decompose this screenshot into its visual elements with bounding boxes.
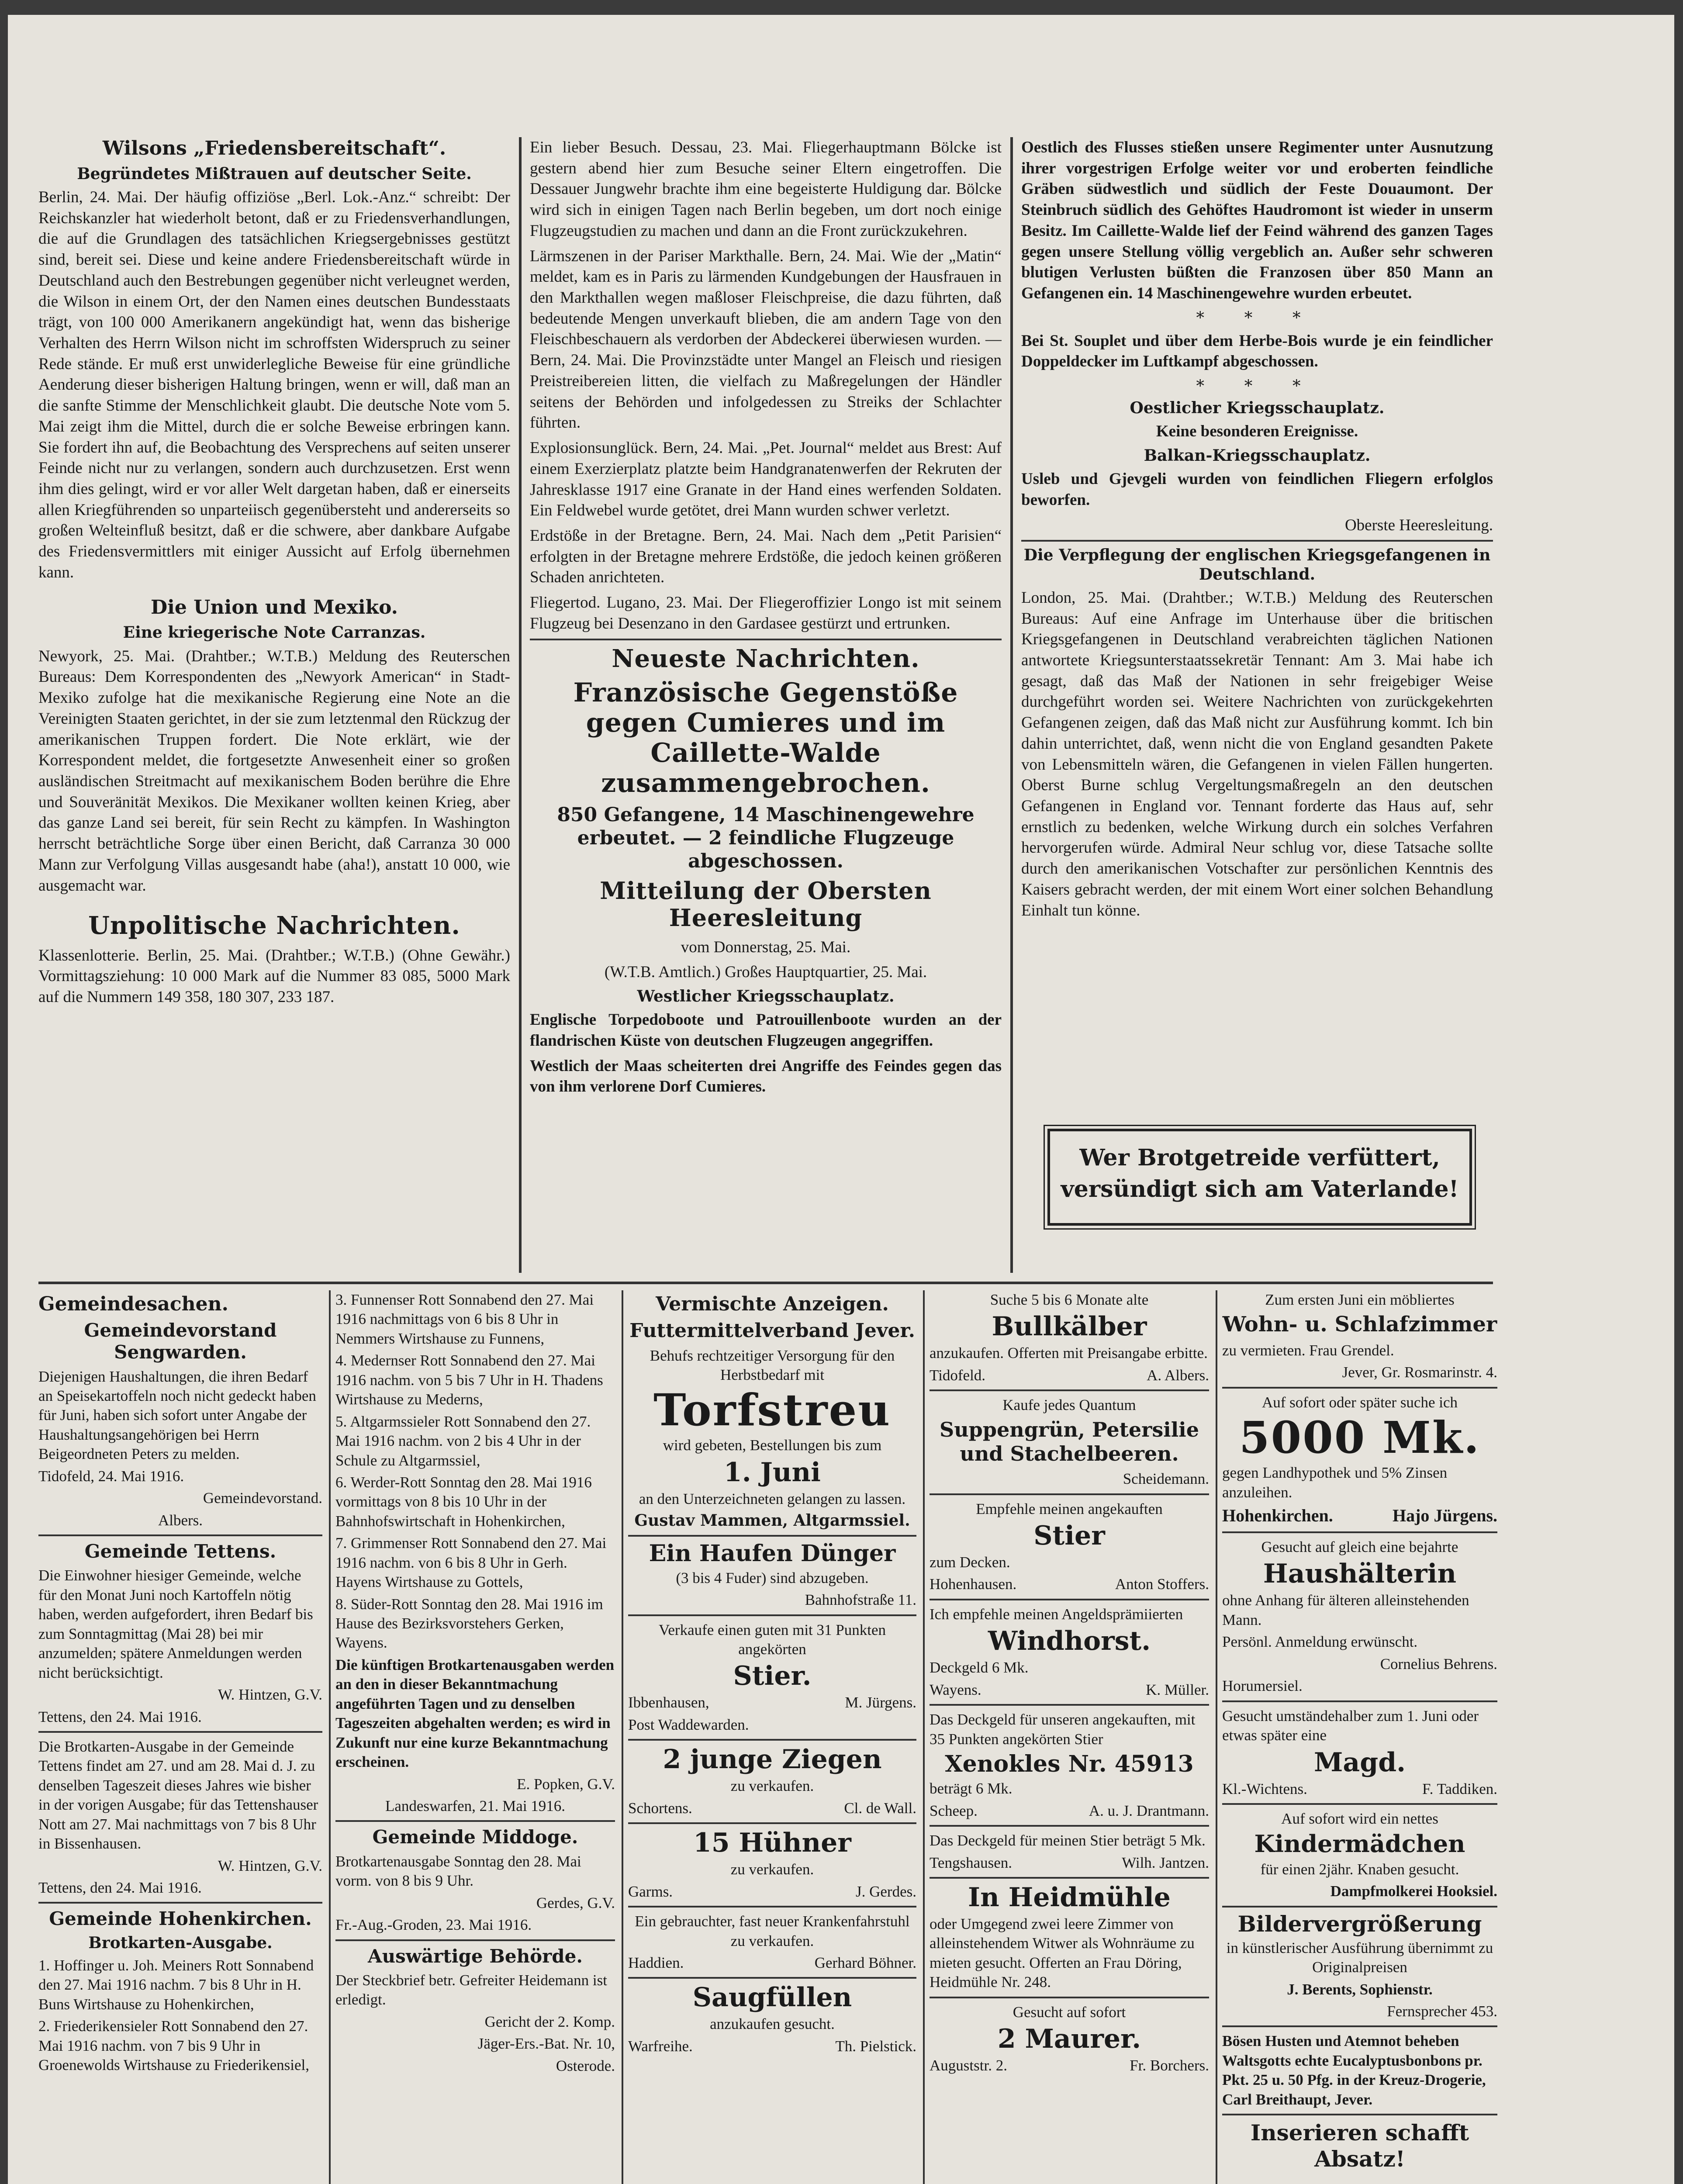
hohenkirchen-item: 2. Friederikensieler Rott Sonnabend den 27. Mai 1916 nachm. von 7 bis 9 Uhr in Groenewolds Wirtshause zu Friederikensiel, bbox=[38, 2018, 310, 2074]
chickens-row bbox=[628, 1882, 916, 1901]
bread-grain-notice-box bbox=[1047, 1129, 1472, 1226]
ad-divider bbox=[628, 1614, 916, 1616]
bull-row bbox=[628, 1693, 916, 1712]
housekeeper-place: Horumersiel. bbox=[1222, 1677, 1303, 1695]
column-3 bbox=[1021, 137, 1493, 1282]
housekeeper-intro: Gesucht auf gleich eine bejahrte bbox=[1261, 1538, 1458, 1556]
chickens-headline: 15 Hühner bbox=[693, 1828, 851, 1859]
stud-bull-name: Anton Stoffers. bbox=[1115, 1576, 1209, 1593]
rott-item: 8. Süder-Rott Sonntag den 28. Mai 1916 im Hause des Bezirksvorstehers Gerken, Wayens. bbox=[335, 1595, 603, 1652]
housekeeper-name: Cornelius Behrens. bbox=[1380, 1655, 1497, 1673]
tettens-date: Tettens, den 24. Mai 1916. bbox=[38, 1708, 202, 1725]
newspaper-page bbox=[8, 15, 1674, 2184]
ad-divider bbox=[335, 1939, 615, 1941]
airplane-text: Bei St. Souplet und über dem Herbe-Bois wurde je ein feindlicher Doppeldecker im Luftkampf abgeschossen. bbox=[1021, 332, 1493, 371]
room-headline: Wohn- u. Schlafzimmer bbox=[1222, 1312, 1497, 1337]
goats-headline: 2 junge Ziegen bbox=[663, 1744, 882, 1775]
sengwarden-heading: Gemeindevorstand Sengwarden. bbox=[84, 1319, 277, 1363]
rott-item: 5. Altgarmssieler Rott Sonnabend den 27. Mai 1916 nachm. von 2 bis 4 Uhr in der Schule zu Altgarmssiel, bbox=[335, 1413, 591, 1469]
pilot-death-article: Fliegertod. Lugano, 23. Mai. Der Fliegeroffizier Longo ist mit seinem Flugzeug bei Desenzano in den Gardasee gestürzt und ertrunken. bbox=[530, 594, 1002, 632]
masons-place: Auguststr. 2. bbox=[930, 2057, 1007, 2074]
tettens-heading: Gemeinde Tettens. bbox=[84, 1541, 276, 1562]
bull-place: Ibbenhausen, bbox=[628, 1694, 709, 1711]
ads-column-3 bbox=[628, 1290, 916, 2184]
manure-headline: Ein Haufen Dünger bbox=[649, 1540, 896, 1567]
column-rule-2 bbox=[1010, 137, 1013, 1273]
union-subheadline: Eine kriegerische Note Carranzas. bbox=[123, 623, 426, 642]
ad-divider bbox=[1222, 2025, 1497, 2027]
photo-headline: Bildervergrößerung bbox=[1237, 1911, 1482, 1937]
feed-association-text-3: an den Unterzeichneten gelangen zu lassen. bbox=[639, 1490, 906, 1507]
ad-divider bbox=[1222, 1803, 1497, 1805]
middoge-sign: Gerdes, G.V. bbox=[536, 1894, 615, 1911]
foreign-authority-sign-3: Osterode. bbox=[556, 2057, 615, 2074]
ad-divider bbox=[930, 1493, 1209, 1495]
middoge-date: Fr.-Aug.-Groden, 23. Mai 1916. bbox=[335, 1916, 532, 1934]
east-meuse-text: Oestlich des Flusses stießen unsere Regimenter unter Ausnutzung ihrer vorgestrigen Erfolge weiter vor und eroberten feindliche Gräben südwestlich und südlich der Feste Douaumont. Der Steinbruch südlich des Gehöftes Haudromont ist wieder in unserm Besitz. Im Caillette-Walde lief der Feind während des ganzen Tages gegen unsere Stellung völlig vergeblich an. Außer sehr schweren blutigen Verlusten büßten die Franzosen über 850 Mann an Gefangenen ein. 14 Maschinengewehre wurden erbeutet. bbox=[1021, 138, 1493, 303]
loan-name: Hajo Jürgens. bbox=[1393, 1506, 1497, 1526]
ad-divider bbox=[628, 1977, 916, 1979]
rott-item: 4. Medernser Rott Sonnabend den 27. Mai 1916 nachm. von 5 bis 7 Uhr in H. Thadens Wirtshause zu Mederns, bbox=[335, 1352, 603, 1408]
photo-text: in künstlerischer Ausführung übernimmt zu Originalpreisen bbox=[1226, 1939, 1493, 1976]
xenokles-headline: Xenokles Nr. 45913 bbox=[945, 1751, 1194, 1778]
calves-text: anzukaufen. Offerten mit Preisangabe erbitte. bbox=[930, 1344, 1208, 1362]
chickens-name: J. Gerdes. bbox=[856, 1883, 916, 1900]
masons-name: Fr. Borchers. bbox=[1130, 2057, 1209, 2074]
loan-row bbox=[1222, 1505, 1497, 1527]
peat-litter-headline: Torfstreu bbox=[653, 1384, 891, 1436]
lottery-article: Klassenlotterie. Berlin, 25. Mai. (Drahtber.; W.T.B.) (Ohne Gewähr.) Vormittagsziehung: 10 000 Mark auf die Nummer 83 085, 5000 Mark auf die Nummern 149 358, 180 307, 233 187. bbox=[38, 946, 510, 1006]
wilson-headline: Wilsons „Friedensbereitschaft“. bbox=[102, 137, 446, 159]
xenokles-intro: Das Deckgeld für unseren angekauften, mit 35 Punkten angekörten Stier bbox=[930, 1711, 1196, 1748]
manure-address: Bahnhofstraße 11. bbox=[805, 1591, 916, 1609]
maid-intro: Gesucht umständehalber zum 1. Juni oder etwas später eine bbox=[1222, 1707, 1479, 1744]
ad-divider bbox=[1222, 1387, 1497, 1389]
rott-note: Die künftigen Brotkartenausgaben werden an den in dieser Bekanntmachung angeführten Tagen und zu denselben Tageszeiten abgehalten werden; es wird in Zukunft nur eine kurze Bekanntmachung erscheinen. bbox=[335, 1656, 615, 1771]
tettens-text: Die Einwohner hiesiger Gemeinde, welche für den Monat Juni noch Kartoffeln nötig haben, werden aufgefordert, ihren Bedarf bis zum Sonntagmittag (Mai 28) bei mir anzumelden; spätere Anmeldungen werden nicht berücksichtigt. bbox=[38, 1567, 313, 1681]
room-text: zu vermieten. Frau Grendel. bbox=[1222, 1342, 1394, 1359]
west-front-text-1: Englische Torpedoboote und Patrouillenboote wurden an der flandrischen Küste von deutschen Flugzeugen angegriffen. bbox=[530, 1011, 1002, 1050]
wheelchair-text: Ein gebrauchter, fast neuer Krankenfahrstuhl zu verkaufen. bbox=[635, 1913, 910, 1949]
foals-name: Th. Pielstick. bbox=[835, 2037, 916, 2055]
nanny-name: Dampfmolkerei Hooksiel. bbox=[1330, 1883, 1497, 1900]
feed-association-heading: Futtermittelverband Jever. bbox=[629, 1319, 915, 1342]
room-intro: Zum ersten Juni ein möbliertes bbox=[1265, 1291, 1455, 1308]
middoge-text: Brotkartenausgabe Sonntag den 28. Mai vorm. von 8 bis 9 Uhr. bbox=[335, 1852, 581, 1890]
stud-bull-headline: Stier bbox=[1033, 1521, 1105, 1551]
maid-headline: Magd. bbox=[1313, 1747, 1406, 1778]
chickens-text: zu verkaufen. bbox=[730, 1861, 814, 1878]
fee-2-row bbox=[930, 1853, 1209, 1873]
hohenkirchen-sub: Brotkarten-Ausgabe. bbox=[88, 1933, 273, 1952]
calves-headline: Bullkälber bbox=[992, 1311, 1147, 1342]
xenokles-name: A. u. J. Drantmann. bbox=[1089, 1802, 1209, 1819]
windhorst-name: K. Müller. bbox=[1146, 1681, 1209, 1698]
column-rule-1 bbox=[519, 137, 522, 1273]
ads-rule-1 bbox=[329, 1290, 331, 2184]
advertise-slogan: Inserieren schafft Absatz! bbox=[1250, 2120, 1469, 2172]
ads-column-4 bbox=[930, 1290, 1209, 2184]
fee-2-text: Das Deckgeld für meinen Stier beträgt 5 Mk. bbox=[930, 1832, 1206, 1849]
ad-divider bbox=[38, 1902, 322, 1904]
calves-intro: Suche 5 bis 6 Monate alte bbox=[990, 1291, 1149, 1308]
ads-column-5 bbox=[1222, 1290, 1497, 2184]
nanny-text: für einen 2jähr. Knaben gesucht. bbox=[1260, 1860, 1459, 1878]
ad-divider bbox=[930, 1825, 1209, 1827]
ads-column-2 bbox=[335, 1290, 615, 2184]
command-headline: Mitteilung der Obersten Heeresleitung bbox=[600, 877, 932, 932]
main-subheadline: 850 Gefangene, 14 Maschinengewehre erbeutet. — 2 feindliche Flugzeuge abgeschossen. bbox=[557, 803, 975, 872]
ad-divider bbox=[335, 1820, 615, 1822]
loan-text: gegen Landhypothek und 5% Zinsen anzuleihen. bbox=[1222, 1464, 1448, 1501]
masons-headline: 2 Maurer. bbox=[997, 2024, 1141, 2055]
stud-bull-row bbox=[930, 1575, 1209, 1594]
maid-name: F. Taddiken. bbox=[1422, 1780, 1497, 1797]
mammen-name: Gustav Mammen, Altgarmssiel. bbox=[634, 1511, 910, 1530]
stud-bull-text: zum Decken. bbox=[930, 1554, 1010, 1571]
command-line: (W.T.B. Amtlich.) Großes Hauptquartier, 25. Mai. bbox=[604, 963, 927, 981]
foals-place: Warfreihe. bbox=[628, 2037, 693, 2055]
command-signature: Oberste Heeresleitung. bbox=[1344, 516, 1493, 534]
housekeeper-headline: Haushälterin bbox=[1263, 1559, 1457, 1590]
xenokles-row bbox=[930, 1801, 1209, 1821]
ad-divider bbox=[628, 1906, 916, 1908]
housekeeper-text-2: Persönl. Anmeldung erwünscht. bbox=[1222, 1633, 1418, 1651]
misc-ads-heading: Vermischte Anzeigen. bbox=[656, 1293, 889, 1315]
loan-intro: Auf sofort oder später suche ich bbox=[1261, 1393, 1458, 1411]
rott-date: Landeswarfen, 21. Mai 1916. bbox=[385, 1797, 566, 1814]
divider bbox=[530, 639, 1002, 640]
rott-item: 6. Werder-Rott Sonntag den 28. Mai 1916 vormittags von 8 bis 10 Uhr in der Bahnhofswirtschaft in Hohenkirchen, bbox=[335, 1473, 592, 1530]
masons-row bbox=[930, 2056, 1209, 2075]
east-front-text: Keine besonderen Ereignisse. bbox=[1156, 422, 1358, 441]
tettens-sign-2: W. Hintzen, G.V. bbox=[218, 1857, 322, 1874]
windhorst-fee: Deckgeld 6 Mk. bbox=[930, 1659, 1029, 1676]
main-headline: Französische Gegenstöße gegen Cumieres und im Caillette-Walde zusammengebrochen. bbox=[573, 677, 958, 798]
ad-divider bbox=[38, 1731, 322, 1733]
sengwarden-place: Tidofeld, 24. Mai 1916. bbox=[38, 1467, 184, 1485]
wheelchair-name: Gerhard Böhner. bbox=[814, 1954, 916, 1971]
west-front-heading: Westlicher Kriegsschauplatz. bbox=[637, 987, 895, 1006]
middoge-heading: Gemeinde Middoge. bbox=[372, 1826, 578, 1848]
ads-rule-4 bbox=[1216, 1290, 1217, 2184]
calves-name: A. Albers. bbox=[1147, 1366, 1209, 1384]
column-1 bbox=[38, 137, 510, 1282]
foreign-authority-text: Der Steckbrief betr. Gefreiter Heidemann ist erledigt. bbox=[335, 1971, 607, 2008]
command-date: vom Donnerstag, 25. Mai. bbox=[681, 938, 851, 956]
windhorst-headline: Windhorst. bbox=[988, 1626, 1151, 1657]
herbs-name: Scheidemann. bbox=[1123, 1470, 1209, 1488]
loan-place: Hohenkirchen. bbox=[1222, 1506, 1333, 1526]
nanny-intro: Auf sofort wird ein nettes bbox=[1281, 1810, 1438, 1827]
herbs-intro: Kaufe jedes Quantum bbox=[1002, 1396, 1136, 1414]
xenokles-fee: beträgt 6 Mk. bbox=[930, 1780, 1013, 1797]
hohenkirchen-item: 1. Hoffinger u. Joh. Meiners Rott Sonnabend den 27. Mai 1916 nachm. 7 bis 8 Uhr in H. Buns Wirtshause zu Hohenkirchen, bbox=[38, 1957, 314, 2013]
stars-divider-2: * * * bbox=[1196, 377, 1318, 396]
ad-divider bbox=[930, 1704, 1209, 1706]
goats-row bbox=[628, 1799, 916, 1818]
maid-place: Kl.-Wichtens. bbox=[1222, 1780, 1307, 1797]
photo-name: J. Berents, Sophienstr. bbox=[1287, 1980, 1433, 1998]
section-rule bbox=[38, 1282, 1493, 1284]
ad-divider bbox=[1222, 1531, 1497, 1533]
calves-row bbox=[930, 1366, 1209, 1385]
sengwarden-text: Diejenigen Haushaltungen, die ihren Bedarf an Speisekartoffeln noch nicht gedeckt haben für Juni, haben sich sofort unter Angabe der Haushaltungsangehörigen bei Herrn Beigeordneten Peters zu melden. bbox=[38, 1368, 316, 1463]
stud-bull-place: Hohenhausen. bbox=[930, 1576, 1017, 1593]
ad-divider bbox=[930, 1599, 1209, 1600]
sengwarden-sign: Gemeindevorstand. bbox=[203, 1489, 322, 1507]
ad-divider bbox=[628, 1822, 916, 1824]
ads-rule-2 bbox=[622, 1290, 623, 2184]
wheelchair-row bbox=[628, 1953, 916, 1973]
feed-association-text: Behufs rechtzeitiger Versorgung für den Herbstbedarf mit bbox=[650, 1347, 895, 1384]
ad-divider bbox=[1222, 2114, 1497, 2115]
goats-text: zu verkaufen. bbox=[730, 1777, 814, 1795]
tettens-sign: W. Hintzen, G.V. bbox=[218, 1686, 322, 1704]
west-front-text-2: Westlich der Maas scheiterten drei Angriffe des Feindes gegen das von ihm verlorene Dorf Cumieres. bbox=[530, 1057, 1002, 1096]
balkan-text: Usleb und Gjevgeli wurden von feindlichen Fliegern erfolglos beworfen. bbox=[1021, 470, 1493, 509]
fee-2-place: Tengshausen. bbox=[930, 1854, 1013, 1871]
stars-divider: * * * bbox=[1196, 308, 1318, 327]
union-headline: Die Union und Mexiko. bbox=[150, 596, 398, 619]
housekeeper-text: ohne Anhang für älteren alleinstehenden Mann. bbox=[1222, 1592, 1469, 1628]
foals-headline: Saugfüllen bbox=[692, 1982, 852, 2013]
ad-divider bbox=[1222, 1906, 1497, 1908]
ads-column-1 bbox=[38, 1290, 322, 2184]
ads-rule-3 bbox=[923, 1290, 925, 2184]
photo-phone: Fernsprecher 453. bbox=[1387, 2002, 1497, 2020]
hohenkirchen-heading: Gemeinde Hohenkirchen. bbox=[49, 1908, 312, 1930]
ad-divider bbox=[38, 1534, 322, 1536]
wilson-subheadline: Begründetes Mißtrauen auf deutscher Seite. bbox=[77, 164, 472, 183]
windhorst-intro: Ich empfehle meinen Angeldsprämiierten bbox=[930, 1605, 1183, 1623]
heidmuehle-headline: In Heidmühle bbox=[968, 1882, 1171, 1913]
ad-divider bbox=[628, 1739, 916, 1741]
windhorst-row bbox=[930, 1680, 1209, 1700]
pow-headline: Die Verpflegung der englischen Kriegsgefangenen in Deutschland. bbox=[1023, 546, 1491, 584]
manure-text: (3 bis 4 Fuder) sind abzugeben. bbox=[676, 1569, 869, 1586]
tettens-text-2: Die Brotkarten-Ausgabe in der Gemeinde Tettens findet am 27. und am 28. Mai d. J. zu denselben Tageszeit dieses Jahres wie bisher in der vorigen Ausgabe; für das Tettenshauser Nott am 27. Mai nachmittags von 7 bis 8 Uhr in Bissenhausen. bbox=[38, 1738, 318, 1852]
chickens-place: Garms. bbox=[628, 1883, 673, 1900]
wheelchair-place: Haddien. bbox=[628, 1954, 684, 1971]
room-address: Jever, Gr. Rosmarinstr. 4. bbox=[1342, 1364, 1497, 1381]
visit-article: Ein lieber Besuch. Dessau, 23. Mai. Fliegerhauptmann Bölcke ist gestern abend hier zum Besuche seiner Eltern eingetroffen. Die Dessauer Jungwehr brachte ihm eine begeisterte Huldigung dar. Bölcke wird sich in einigen Tagen nach Berlin begeben, um dort noch einige Flugzeugstudien zu machen und dann an die Front zurückzukehren. bbox=[530, 138, 1002, 240]
foals-text: anzukaufen gesucht. bbox=[710, 2015, 835, 2033]
markethall-article: Lärmszenen in der Pariser Markthalle. Bern, 24. Mai. Wie der „Matin“ meldet, kam es in Paris zu lärmenden Kundgebungen der Hausfrauen in den Markthallen wegen maßloser Fleischpreise, die dazu führten, daß bedeutende Mengen unverkauft blieben, die am andern Tage von den Fleischbeschauern als verdorben der Abdeckerei überwiesen wurden. — Bern, 24. Mai. Die Provinzstädte unter Mangel an Fleisch und riesigen Preistreibereien litten, die vielfach zu Maßregelungen der Händler seitens der Behörden und infolgedessen zu Streiks der Schlachter führten. bbox=[530, 247, 1002, 432]
rott-item: 3. Funnenser Rott Sonnabend den 27. Mai 1916 nachmittags von 6 bis 8 Uhr in Nemmers Wirtshause zu Funnens, bbox=[335, 1291, 594, 1347]
loan-amount: 5000 Mk. bbox=[1239, 1412, 1480, 1464]
heidmuehle-text: oder Umgegend zwei leere Zimmer von alleinstehendem Witwer als Wohnräume zu mieten gesucht. Offerten an Frau Döring, Heidmühle Nr. 248. bbox=[930, 1915, 1195, 1991]
pow-article: London, 25. Mai. (Drahtber.; W.T.B.) Meldung des Reuterschen Bureaus: Auf eine Anfrage im Unterhause über die britischen Kriegsgefangenen in Deutschland verabreichten täglichen Nationen antwortete Kriegsunterstaatssekretär Tennant: Am 3. Mai habe ich gesagt, daß das Maß der Nationen in sehr freigebiger Weise durchgeführt worden sei. Weitere Nachrichten von zurückgekehrten Gefangenen zeigen, daß das Maß nicht zur Ausführung kommt. Ich bin dahin unterrichtet, daß, wenn nicht die von England gesandten Pakete von Lebensmitteln wären, die Gefangenen in vielen Fällen hungerten. Oberst Burne schlug Vergeltungsmaßregeln an den deutschen Gefangenen in England vor. Tennant forderte das Haus auf, sehr ernstlich zu bedenken, welche Wirkung durch ein solches Verfahren hervorgerufen würde. Admiral Neur schlug vor, diese Tatsache sollte durch den amerikanischen Votschafter zur persönlichen Kenntnis des Kaisers gebracht werden, der mit einem Wort einer solchen Behandlung Einhalt tun könne. bbox=[1021, 588, 1493, 919]
unpolitical-headline: Unpolitische Nachrichten. bbox=[88, 911, 460, 940]
ad-divider bbox=[628, 1535, 916, 1537]
masons-intro: Gesucht auf sofort bbox=[1013, 2003, 1126, 2021]
goats-place: Schortens. bbox=[628, 1799, 692, 1817]
ad-divider bbox=[1222, 1700, 1497, 1702]
foals-row bbox=[628, 2037, 916, 2056]
municipal-heading: Gemeindesachen. bbox=[38, 1293, 228, 1315]
stud-bull-intro: Empfehle meinen angekauften bbox=[976, 1500, 1163, 1517]
herbs-headline: Suppengrün, Petersilie und Stachelbeeren. bbox=[940, 1417, 1199, 1465]
foreign-authority-sign-2: Jäger-Ers.-Bat. Nr. 10, bbox=[477, 2035, 615, 2053]
feed-association-text-2: wird gebeten, Bestellungen bis zum bbox=[663, 1437, 882, 1454]
cough-drops-ad: Bösen Husten und Atemnot beheben Waltsgotts echte Eucalyptusbonbons pr. Pkt. 25 u. 50 Pfg. in der Kreuz-Drogerie, Carl Breithaupt, Jever. bbox=[1222, 2032, 1486, 2108]
balkan-heading: Balkan-Kriegsschauplatz. bbox=[1144, 446, 1371, 465]
ad-divider bbox=[930, 1997, 1209, 1998]
ad-divider bbox=[930, 1877, 1209, 1879]
union-article: Newyork, 25. Mai. (Drahtber.; W.T.B.) Meldung des Reuterschen Bureaus: Dem Korrespondenten des „Newyork American“ in Stadt-Mexiko zufolge hat die mexikanische Regierung eine Note an die Vereinigten Staaten gerichtet, in der sie zum letztenmal den Rückzug der amerikanischen Truppen fordert. Die Note erklärt, wie der Korrespondent meldet, die fortgesetzte Anwesenheit einer so großen ausländischen Streitmacht auf mexikanischem Boden berühre die Ehre und Souveränität Mexikos. Die Mexikaner wollten keinen Krieg, aber das ganze Land sei bereit, für sein Recht zu kämpfen. In Washington herrscht beträchtliche Sorge über einen Bericht, daß Carranza 30 000 Mann zur Verfolgung Villas ausgesandt habe (aha!), anstatt 10 000, wie ausgemacht war. bbox=[38, 647, 510, 895]
bread-notice-line-1: Wer Brotgetreide verfüttert, bbox=[1079, 1144, 1440, 1171]
rott-sign: E. Popken, G.V. bbox=[517, 1775, 615, 1793]
rott-item: 7. Grimmenser Rott Sonnabend den 27. Mai 1916 nachm. von 6 bis 8 Uhr in Gerh. Hayens Wirtshause zu Gottels, bbox=[335, 1534, 607, 1591]
bull-headline: Stier. bbox=[733, 1661, 812, 1692]
deadline-date: 1. Juni bbox=[724, 1457, 821, 1488]
bull-sale-text: Verkaufe einen guten mit 31 Punkten angekörten bbox=[658, 1621, 886, 1658]
goats-name: Cl. de Wall. bbox=[844, 1799, 916, 1817]
latest-news-headline: Neueste Nachrichten. bbox=[612, 644, 920, 673]
bread-notice-line-2: versündigt sich am Vaterlande! bbox=[1061, 1176, 1459, 1203]
calves-place: Tidofeld. bbox=[930, 1366, 986, 1384]
foreign-authority-heading: Auswärtige Behörde. bbox=[368, 1945, 583, 1967]
fee-2-name: Wilh. Jantzen. bbox=[1122, 1854, 1209, 1871]
earthquake-article: Erdstöße in der Bretagne. Bern, 24. Mai. Nach dem „Petit Parisien“ erfolgten in der Bretagne mehrere Erdstöße, die jedoch keinen größeren Schaden anrichteten. bbox=[530, 526, 1002, 587]
divider-2 bbox=[1021, 540, 1493, 542]
xenokles-place: Scheep. bbox=[930, 1802, 978, 1819]
bull-post: Post Waddewarden. bbox=[628, 1716, 749, 1733]
nanny-headline: Kindermädchen bbox=[1254, 1830, 1465, 1858]
maid-row bbox=[1222, 1780, 1497, 1799]
sengwarden-sign-name: Albers. bbox=[158, 1511, 203, 1529]
ad-divider bbox=[930, 1389, 1209, 1391]
explosion-article: Explosionsunglück. Bern, 24. Mai. „Pet. Journal“ meldet aus Brest: Auf einem Exerzierplatz platzte beim Handgranatenwerfen der Rekruten der Jahresklasse 1917 eine Granate in der Hand eines werfenden Soldaten. Ein Feldwebel wurde getötet, drei Mann wurden schwer verletzt. bbox=[530, 439, 1002, 520]
east-front-heading: Oestlicher Kriegsschauplatz. bbox=[1130, 399, 1385, 418]
windhorst-place: Wayens. bbox=[930, 1681, 981, 1698]
column-2 bbox=[530, 137, 1002, 1282]
tettens-date-2: Tettens, den 24. Mai 1916. bbox=[38, 1879, 202, 1897]
wilson-article: Berlin, 24. Mai. Der häufig offiziöse „Berl. Lok.-Anz.“ schreibt: Der Reichskanzler hat wiederholt betont, daß er zu Friedensverhandlungen, die auf die Grundlagen des tatsächlichen Kriegsergebnisses gestützt sind, bereit sei. Diese und keine andere Friedensbereitschaft würde in Deutschland auch den Bestrebungen gegenüber nicht verleugnet werden, die Wilson in einem Ort, der den Namen eines deutschen Bundesstaats trägt, von 100 000 Amerikanern angekündigt hat, wenn das bisherige Verhalten des Herrn Wilson nicht im schroffsten Widerspruch zu seiner Rede stände. Er muß erst unwiderlegliche Beweise für eine gründliche Aenderung dieser bisherigen Haltung bringen, wenn er will, daß man an die sanfte Stimme der Menschlichkeit glaubt. Die deutsche Note vom 5. Mai zeigt ihm die Mittel, durch die er solche Beweise erbringen kann. Sie fordert ihn auf, die Beobachtung des Versprechens auf seiten unserer Feinde nicht nur zu verlangen, sondern auch durchzusetzen. Erst wenn ihm dies gelingt, wird er vor aller Welt dargetan haben, daß er einerseits allen Kriegführenden so unparteiisch gegenübersteht und andererseits so großen Welteinfluß besitzt, daß er die schwere, aber dankbare Aufgabe des Friedensvermittlers mit einiger Aussicht auf Erfolg übernehmen kann. bbox=[38, 188, 510, 581]
foreign-authority-sign-1: Gericht der 2. Komp. bbox=[484, 2013, 615, 2030]
bull-name: M. Jürgens. bbox=[845, 1694, 916, 1711]
